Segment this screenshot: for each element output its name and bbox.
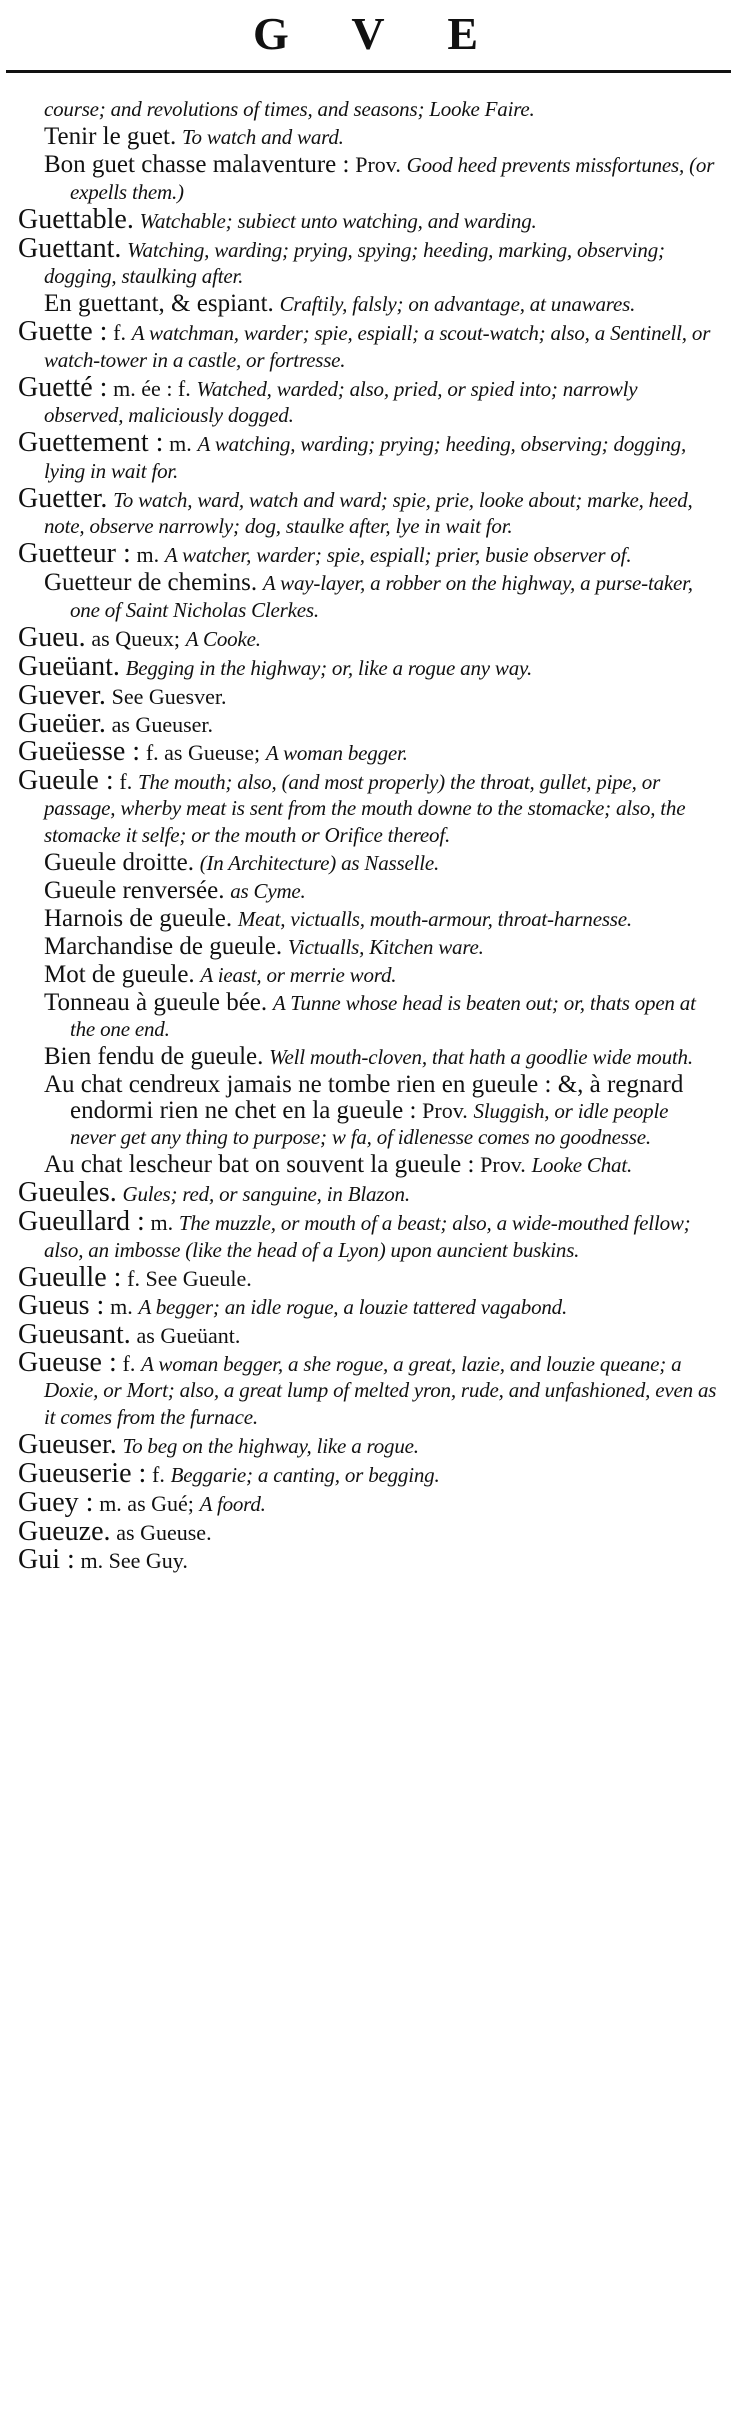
grammar-note: f. (119, 768, 133, 794)
grammar-note: f. (122, 1350, 136, 1376)
definition: Well mouth-cloven, that hath a goodlie wide mouth. (269, 1045, 693, 1069)
grammar-note: as Gueuse. (116, 1519, 212, 1545)
definition: To watch, ward, watch and ward; spie, prie, looke about; marke, heed, note, observe narrowly; dog, staulke after, lye in wait for. (44, 487, 693, 538)
page-header: G V E (252, 8, 505, 59)
dictionary-entry (18, 906, 718, 933)
headword: Gueuser. (18, 1428, 117, 1460)
dictionary-entry (18, 962, 718, 989)
grammar-note: Prov. (480, 1152, 526, 1177)
grammar-note: f. (113, 320, 126, 345)
headword: Guettement : (18, 427, 164, 458)
dictionary-entry (18, 1289, 718, 1321)
dictionary-entry (18, 878, 718, 905)
dictionary-entry (18, 124, 718, 151)
dictionary-entry (18, 1543, 718, 1575)
dictionary-entry (18, 96, 718, 123)
headword: Gueüesse : (18, 735, 141, 767)
dictionary-entry (18, 707, 718, 739)
dictionary-entry (18, 934, 718, 961)
headword: Mot de gueule. (44, 960, 195, 988)
headword: Guetté : (18, 371, 108, 403)
dictionary-entry (18, 990, 718, 1043)
dictionary-entry (18, 850, 718, 877)
headword: Guetteur de chemins. (44, 569, 258, 596)
definition: A woman begger, a she rogue, a great, lazie, and louzie queane; a Doxie, or Mort; also, a great lump of melted yron, rude, and unfashioned, even as it comes from the furnace. (44, 1351, 717, 1429)
dictionary-entry (18, 316, 718, 373)
grammar-note: m. as Gué; (99, 1490, 194, 1516)
definition: A way-layer, a robber on the highway, a purse-taker, one of Saint Nicholas Clerkes. (70, 571, 693, 622)
definition: as Cyme. (230, 878, 306, 903)
dictionary-entry (18, 232, 718, 290)
header-rule (6, 70, 731, 73)
headword: Gueüant. (18, 650, 120, 682)
dictionary-entry (18, 621, 718, 653)
headword: Gueus : (18, 1289, 105, 1321)
headword: Gueules. (18, 1177, 117, 1208)
definition: Meat, victualls, mouth-armour, throat-harnesse. (237, 906, 632, 931)
grammar-note: m. (150, 1210, 174, 1235)
headword: Au chat cendreux jamais ne tombe rien en gueule : &, à regnard endormi rien ne chet en la gueule : (44, 1071, 684, 1124)
definition: A begger; an idle rogue, a louzie tattered vagabond. (138, 1294, 568, 1319)
definition: To beg on the highway, like a rogue. (122, 1433, 419, 1458)
headword: Guette : (18, 316, 108, 347)
definition: Begging in the highway; or, like a rogue any way. (125, 655, 533, 680)
headword: Gueule : (18, 764, 114, 796)
grammar-note: Prov. (355, 152, 401, 177)
dictionary-entry (18, 1318, 718, 1350)
dictionary-entry (18, 1457, 718, 1489)
definition: A watchman, warder; spie, espiall; a scout-watch; also, a Sentinell, or watch-tower in a castle, or fortresse. (44, 321, 711, 372)
dictionary-entry (18, 764, 718, 849)
headword: Guey : (18, 1486, 94, 1518)
definition: Watchable; subiect unto watching, and warding. (139, 208, 537, 233)
dictionary-entry (18, 1486, 718, 1518)
headword: Tenir le guet. (44, 123, 177, 150)
dictionary-entry (18, 427, 718, 484)
definition: The mouth; also, (and most properly) the throat, gullet, pipe, or passage, wherby meat is sent from the mouth downe to the stomacke; also, the stomacke it selfe; or the mouth or Orifice thereof. (44, 769, 686, 847)
headword: Guever. (18, 679, 106, 711)
definition: course; and revolutions of times, and seasons; Looke Faire. (44, 97, 535, 121)
headword: Tonneau à gueule bée. (44, 988, 268, 1016)
headword: Gueullard : (18, 1206, 145, 1237)
headword: Gueusant. (18, 1318, 131, 1350)
grammar-note: m. (136, 542, 160, 567)
headword: Au chat lescheur bat on souvent la gueule : (44, 1151, 475, 1178)
definition: A woman begger. (265, 740, 408, 765)
grammar-note: m. (169, 431, 192, 456)
headword: En guettant, & espiant. (44, 290, 274, 317)
headword: Gueuse : (18, 1346, 117, 1378)
grammar-note: m. ée : f. (113, 375, 191, 401)
grammar-note: as Gueuser. (111, 711, 214, 737)
definition: Watched, warded; also, pried, or spied into; narrowly observed, maliciously dogged. (44, 376, 638, 427)
headword: Gueuze. (18, 1515, 111, 1547)
grammar-note: m. See Guy. (80, 1547, 188, 1573)
grammar-note: f. as Gueuse; (145, 739, 261, 765)
headword: Guetteur : (18, 538, 131, 569)
dictionary-entry (18, 203, 718, 235)
entry-list (18, 96, 718, 1575)
definition: To watch and ward. (181, 125, 344, 149)
dictionary-entry (18, 1206, 718, 1263)
headword: Harnois de gueule. (44, 904, 233, 932)
dictionary-entry (18, 482, 718, 540)
grammar-note: Prov. (422, 1097, 468, 1123)
dictionary-entry (18, 291, 718, 318)
dictionary-entry (18, 152, 718, 205)
definition: A watching, warding; prying; heeding, observing; dogging, lying in wait for. (44, 432, 686, 483)
dictionary-entry (18, 1072, 718, 1151)
headword: Guetter. (18, 482, 108, 514)
headword: Gueu. (18, 621, 86, 653)
definition: Watching, warding; prying, spying; heeding, marking, observing; dogging, staulking after. (44, 237, 665, 288)
headword: Gueüer. (18, 707, 106, 739)
definition: Victualls, Kitchen ware. (287, 934, 484, 959)
definition: Looke Chat. (531, 1153, 633, 1177)
dictionary-entry (18, 650, 718, 682)
definition: Sluggish, or idle people never get any thing to purpose; w fa, of idlenesse comes no goodnesse. (70, 1098, 669, 1149)
headword: Gueulle : (18, 1261, 122, 1293)
headword: Bon guet chasse malaventure : (44, 151, 350, 178)
grammar-note: f. See Gueule. (127, 1265, 252, 1291)
definition: A Tunne whose head is beaten out; or, thats open at the one end. (70, 990, 696, 1041)
definition: Craftily, falsly; on advantage, at unawares. (279, 292, 636, 316)
dictionary-entry (18, 735, 718, 767)
definition: A Cooke. (185, 626, 261, 651)
grammar-note: f. (152, 1461, 165, 1487)
dictionary-entry (18, 1428, 718, 1460)
headword: Gui : (18, 1543, 75, 1575)
dictionary-entry (18, 1346, 718, 1431)
headword: Gueuserie : (18, 1457, 147, 1489)
definition: (In Architecture) as Nasselle. (199, 850, 440, 875)
headword: Marchandise de gueule. (44, 932, 283, 960)
dictionary-entry (18, 570, 718, 623)
headword: Gueule droitte. (44, 848, 194, 876)
grammar-note: as Queux; (91, 625, 180, 651)
definition: Beggarie; a canting, or begging. (170, 1462, 440, 1487)
dictionary-entry (18, 1261, 718, 1293)
dictionary-entry (18, 538, 718, 569)
dictionary-entry (18, 679, 718, 711)
grammar-note: See Guesver. (111, 683, 227, 709)
dictionary-entry (18, 1515, 718, 1547)
definition: A foord. (199, 1491, 266, 1516)
dictionary-entry (18, 371, 718, 429)
grammar-note: as Gueüant. (136, 1322, 241, 1348)
dictionary-entry (18, 1177, 718, 1208)
headword: Gueule renversée. (44, 876, 225, 904)
grammar-note: m. (110, 1293, 133, 1319)
headword: Guettant. (18, 232, 122, 264)
headword: Bien fendu de gueule. (44, 1043, 264, 1070)
definition: A watcher, warder; spie, espiall; prier, busie observer of. (164, 543, 632, 567)
definition: Good heed prevents missfortunes, (or expells them.) (70, 153, 715, 204)
dictionary-entry (18, 1152, 718, 1179)
definition: Gules; red, or sanguine, in Blazon. (122, 1182, 410, 1206)
dictionary-entry (18, 1044, 718, 1071)
definition: A ieast, or merrie word. (200, 962, 397, 987)
definition: The muzzle, or mouth of a beast; also, a wide-mouthed fellow; also, an imbosse (like the head of a Lyon) upon auncient buskins. (44, 1211, 691, 1262)
headword: Guettable. (18, 203, 134, 235)
